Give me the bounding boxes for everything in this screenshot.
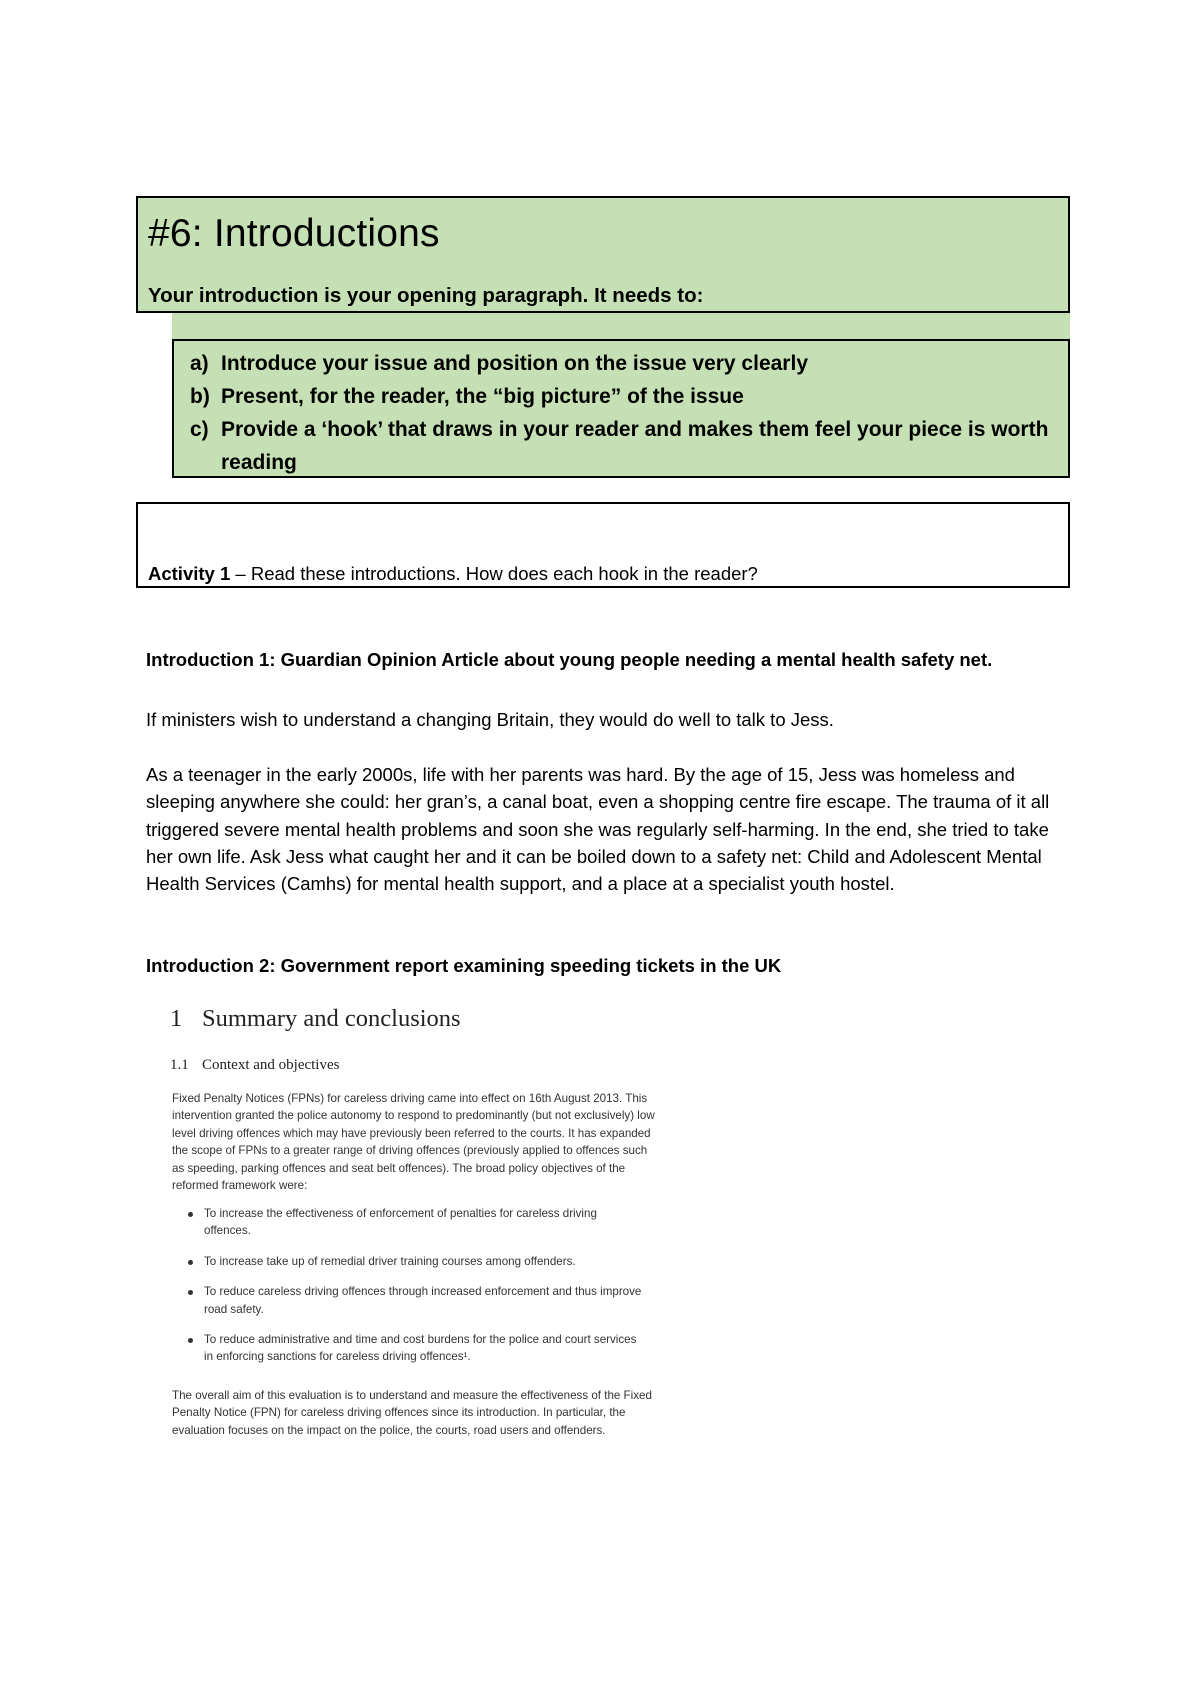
report-section-number: 1 [170,1005,183,1032]
intro1-heading: Introduction 1: Guardian Opinion Article about young people needing a mental health safety net. [146,649,993,670]
activity-label: Activity 1 [148,563,231,584]
intro1-body: As a teenager in the early 2000s, life with her parents was hard. By the age of 15, Jess was homeless and sleeping anywhere she could: her gran’s, a canal boat, even a shopping centre fire escape. The trauma of it all triggered severe mental health problems and soon she was regularly self-harming. In the end, she tried to take her own life. Ask Jess what caught her and it can be boiled down to a safety net: Child and Adolescent Mental Health Services (Camhs) for mental health support, and a place at a specialist youth hostel. [146,764,1050,895]
page-title: #6: Introductions [148,212,440,255]
activity-box [136,502,1070,588]
report-bullet-text: To reduce administrative and time and cost burdens for the police and court services in enforcing sanctions for careless driving offences¹. [204,1333,637,1364]
report-bullet-list [172,1205,642,1379]
intro1-lead: If ministers wish to understand a changing Britain, they would do well to talk to Jess. [146,709,834,730]
requirement-item [182,380,1052,413]
report-bullet [172,1283,642,1318]
bullet-icon [188,1290,193,1295]
intro2-heading: Introduction 2: Government report examining speeding tickets in the UK [146,955,782,976]
report-paragraph: Fixed Penalty Notices (FPNs) for careless driving came into effect on 16th August 2013. This intervention granted the police autonomy to respond to predominantly (but not exclusively) low level driving offences which may have previously been referred to the courts. It has expanded the scope of FPNs to a greater range of driving offences (previously applied to offences such as speeding, parking offences and seat belt offences). The broad policy objectives of the reformed framework were: [172,1092,655,1193]
requirement-item [182,413,1052,479]
report-bullet-text: To reduce careless driving offences through increased enforcement and thus improve road safety. [204,1285,642,1316]
report-bullet [172,1205,642,1240]
requirements-box [172,339,1070,478]
requirement-text: Provide a ‘hook’ that draws in your reader and makes them feel your piece is worth reading [221,418,1049,474]
report-subsection-heading [170,1057,339,1074]
report-bullet [172,1331,642,1366]
report-section-heading [170,1005,461,1033]
requirement-text: Present, for the reader, the “big picture” of the issue [221,385,744,408]
bullet-icon [188,1212,193,1217]
requirements-list [182,347,1052,479]
requirement-marker: b) [190,385,210,408]
activity-instruction [148,563,758,585]
bullet-icon [188,1260,193,1265]
requirement-marker: c) [190,418,209,441]
report-bullet-text: To increase the effectiveness of enforcement of penalties for careless driving offences. [204,1207,597,1238]
title-box [136,196,1070,313]
report-bullet [172,1253,642,1270]
requirement-text: Introduce your issue and position on the issue very clearly [221,352,808,375]
report-bullet-text: To increase take up of remedial driver training courses among offenders. [204,1254,576,1268]
bullet-icon [188,1338,193,1343]
page-subtitle: Your introduction is your opening paragraph. It needs to: [148,284,704,307]
report-section-title: Summary and conclusions [202,1005,461,1032]
activity-text: – Read these introductions. How does each hook in the reader? [230,563,758,584]
box-connector [172,313,1070,341]
report-subsection-title: Context and objectives [202,1057,340,1073]
report-subsection-number: 1.1 [170,1057,189,1073]
requirement-marker: a) [190,352,209,375]
requirement-item [182,347,1052,380]
report-paragraph: The overall aim of this evaluation is to understand and measure the effectiveness of the Fixed Penalty Notice (FPN) for careless driving offences since its introduction. In particular, the evaluation focuses on the impact on the police, the courts, road users and offenders. [172,1389,652,1437]
